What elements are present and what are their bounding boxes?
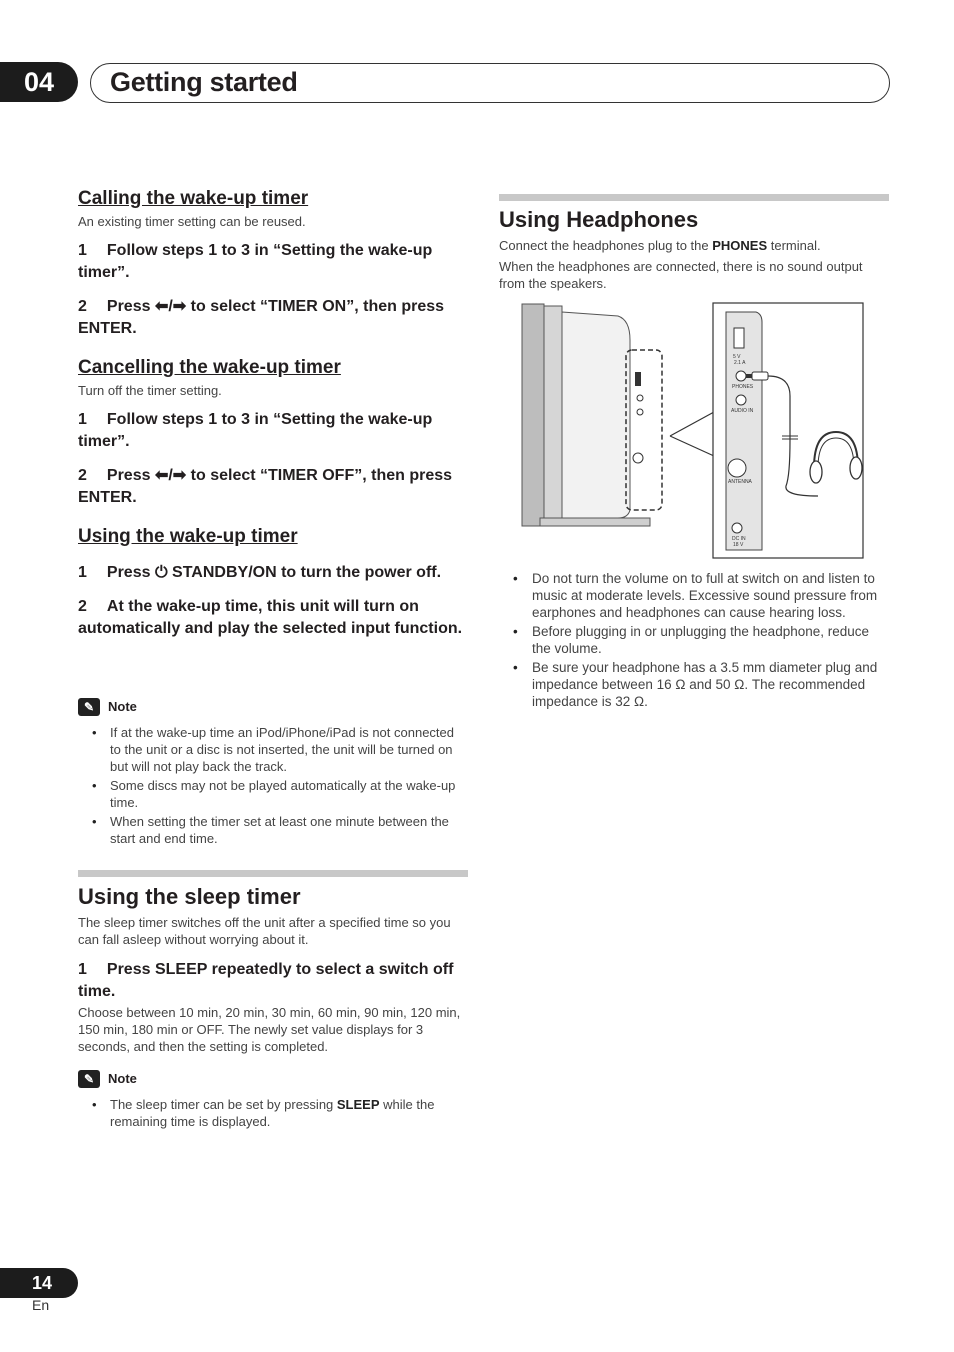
sleep-detail: Choose between 10 min, 20 min, 30 min, 60 min, 90 min, 120 min, 150 min, 180 min or OFF. The newly set value displays for 3 seconds, and then the setting is completed. [78, 1005, 461, 1054]
caution-item: • Before plugging in or unplugging the headphone, reduce the volume. [499, 623, 889, 657]
text: Connect the headphones plug to the [499, 238, 713, 253]
step-number: 1 [78, 961, 87, 978]
using-step-2 [78, 596, 468, 640]
sleep-heading: Using the sleep timer [78, 884, 301, 909]
note-label: Note [108, 1071, 137, 1086]
note-item: • If at the wake-up time an iPod/iPhone/iPad is not connected to the unit or a disc is not inserted, the unit will be turned on but will not play back the track. [78, 724, 468, 775]
label-2-1a: 2.1 A [734, 360, 746, 366]
calling-step-2 [78, 296, 468, 340]
note-item [78, 1096, 468, 1130]
section-divider-bar [78, 870, 468, 877]
note-list [78, 724, 468, 847]
step-text: Press ⬅/➡ to select “TIMER OFF”, then press ENTER. [78, 467, 453, 506]
note-heading [78, 698, 468, 716]
step-text: Press SLEEP repeatedly to select a switch off time. [78, 961, 454, 1000]
section-divider-bar [499, 194, 889, 201]
headphones-cautions [499, 570, 889, 712]
unit-illustration [522, 304, 662, 526]
note-list [78, 1096, 468, 1130]
sleep-timer-section [78, 884, 468, 1055]
step-number: 2 [78, 298, 87, 315]
step-text: Follow steps 1 to 3 in “Setting the wake-up timer”. [78, 411, 433, 450]
label-dc-in: DC IN [732, 536, 746, 542]
step-number: 2 [78, 467, 87, 484]
cancelling-step-2 [78, 465, 468, 509]
cancelling-sub: Turn off the timer setting. [78, 383, 222, 398]
label-antenna: ANTENNA [728, 479, 752, 485]
step-text: At the wake-up time, this unit will turn on automatically and play the selected input function. [78, 598, 463, 637]
step-text: Follow steps 1 to 3 in “Setting the wake-up timer”. [78, 242, 433, 281]
label-5v: 5 V [733, 354, 741, 360]
step-text: Press ⬅/➡ to select “TIMER ON”, then press ENTER. [78, 298, 445, 337]
pencil-note-icon: ✎ [78, 1070, 100, 1088]
caution-item: • Do not turn the volume on to full at switch on and listen to music at moderate levels. Excessive sound pressure from earphones and headphones can cause hearing loss. [499, 570, 889, 621]
headphones-connection-diagram [518, 300, 868, 562]
calling-step-1 [78, 240, 468, 284]
cancelling-step-1 [78, 409, 468, 453]
note-item: • Some discs may not be played automatically at the wake-up time. [78, 777, 468, 811]
using-wakeup-section [78, 526, 468, 640]
sleep-intro: The sleep timer switches off the unit after a specified time so you can fall asleep without worrying about it. [78, 915, 451, 947]
page-number-tab: 14 [0, 1268, 78, 1298]
note-block-1 [78, 698, 468, 849]
step-number: 1 [78, 411, 87, 428]
step-number: 1 [78, 242, 87, 259]
note-label: Note [108, 699, 137, 714]
label-audio-in: AUDIO IN [731, 408, 754, 414]
step-text: Press ⏻ STANDBY/ON to turn the power off. [106, 564, 442, 581]
sleep-step-1 [78, 959, 468, 1003]
terminal-name: PHONES [712, 238, 768, 253]
calling-section [78, 188, 468, 340]
step-number: 2 [78, 598, 87, 615]
note-heading [78, 1070, 468, 1088]
headphones-heading: Using Headphones [499, 207, 699, 232]
label-18v: 18 V [733, 542, 744, 548]
headphones-section [499, 207, 889, 292]
cancelling-section [78, 357, 468, 509]
cancelling-heading: Cancelling the wake-up timer [78, 357, 341, 378]
using-wakeup-heading: Using the wake-up timer [78, 526, 298, 547]
note-text: The sleep timer can be set by pressing [110, 1097, 337, 1112]
headphones-line-1 [499, 237, 889, 254]
caution-list [499, 570, 889, 710]
calling-sub: An existing timer setting can be reused. [78, 214, 306, 229]
step-number: 1 [78, 564, 87, 581]
note-item: • When setting the timer set at least one minute between the start and end time. [78, 813, 468, 847]
page-title: Getting started [110, 67, 298, 97]
text: terminal. [767, 238, 821, 253]
chapter-number-tab: 04 [0, 62, 78, 102]
note-block-2 [78, 1070, 468, 1132]
calling-heading: Calling the wake-up timer [78, 188, 309, 209]
headphones-line-2: When the headphones are connected, there is no sound output from the speakers. [499, 259, 863, 291]
label-phones: PHONES [732, 384, 754, 390]
language-code: En [32, 1297, 50, 1313]
key-name: SLEEP [336, 1097, 380, 1112]
using-step-1 [78, 562, 468, 584]
caution-item: • Be sure your headphone has a 3.5 mm diameter plug and impedance between 16 Ω and 50 Ω. The recommended impedance is 32 Ω. [499, 659, 889, 710]
note-text: while the remaining time is displayed. [110, 1097, 435, 1129]
pencil-note-icon: ✎ [78, 698, 100, 716]
